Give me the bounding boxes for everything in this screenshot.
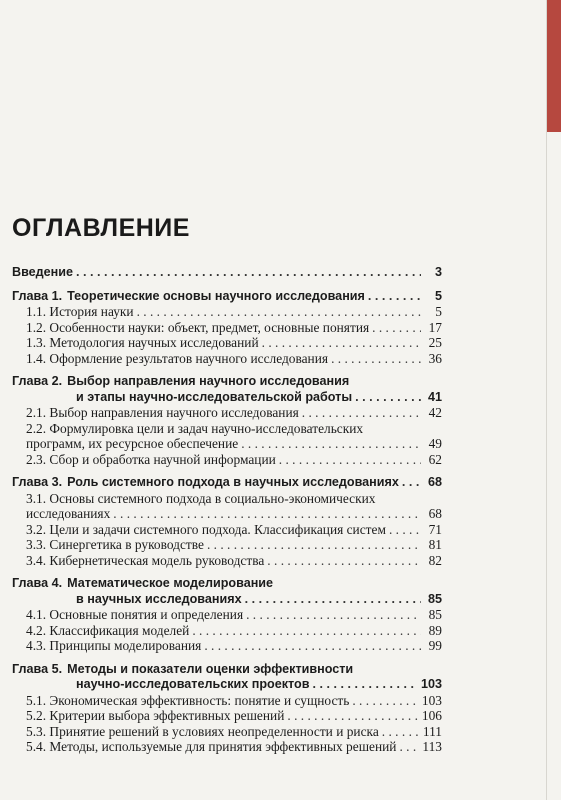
leader-dots: [76, 265, 421, 281]
section-page: 42: [428, 405, 442, 420]
toc-intro-entry[interactable]: [12, 265, 442, 281]
toc-chapter-heading-line[interactable]: [12, 662, 442, 678]
section-page: 113: [422, 739, 442, 754]
leader-dots: [402, 475, 421, 491]
table-of-contents: [12, 265, 442, 755]
section-title: 1.3. Методология научных исследований: [26, 335, 259, 350]
leader-dots: [267, 553, 421, 569]
section-page: 103: [421, 692, 442, 708]
section-title: 5.4. Методы, используемые для принятия эффективных решений: [26, 739, 397, 754]
leader-dots: [399, 739, 419, 755]
toc-chapter-entry[interactable]: [12, 390, 442, 406]
chapter-title: Методы и показатели оценки эффективности: [67, 661, 354, 676]
section-page: 89: [428, 622, 442, 638]
leader-dots: [262, 335, 421, 351]
section-page: 99: [428, 638, 442, 653]
section-title: 2.1. Выбор направления научного исследования: [26, 405, 299, 420]
section-title: 3.2. Цели и задачи системного подхода. Классификация систем: [26, 521, 386, 537]
section-title: 1.2. Особенности науки: объект, предмет, основные понятия: [26, 319, 370, 335]
leader-dots: [302, 405, 421, 421]
chapter-number: Глава 1.: [12, 288, 63, 303]
toc-chapter-entry[interactable]: [12, 592, 442, 608]
chapter-title: Выбор направления научного исследования: [67, 374, 350, 388]
leader-dots: [246, 607, 421, 623]
leader-dots: [245, 592, 421, 608]
toc-section-entry[interactable]: [12, 405, 442, 421]
leader-dots: [382, 724, 420, 740]
section-title: 4.2. Классификация моделей: [26, 622, 190, 638]
toc-section-entry[interactable]: [12, 623, 442, 639]
chapter-gap: [12, 281, 442, 289]
chapter-page: 5: [434, 288, 442, 303]
leader-dots: [113, 506, 421, 522]
chapter-title: Теоретические основы научного исследования: [67, 288, 365, 303]
page-title: ОГЛАВЛЕНИЕ: [12, 214, 190, 242]
toc-section-entry[interactable]: [12, 452, 442, 468]
toc-section-entry[interactable]: [12, 553, 442, 569]
toc-section-entry[interactable]: [12, 607, 442, 623]
chapter-number: Глава 2.: [12, 374, 63, 388]
chapter-gap: [12, 654, 442, 662]
leader-dots: [331, 351, 421, 367]
section-title: 3.3. Синергетика в руководстве: [26, 537, 204, 552]
chapter-number: Глава 5.: [12, 661, 63, 676]
toc-section-entry-line[interactable]: 3.1. Основы системного подхода в социально-экономических: [26, 490, 376, 506]
leader-dots: [287, 708, 419, 724]
section-page: 71: [428, 521, 442, 537]
page-edge-color-tab: [547, 0, 561, 132]
section-title: 4.3. Принципы моделирования: [26, 638, 202, 653]
section-title: 1.4. Оформление результатов научного исследования: [26, 350, 329, 366]
toc-section-entry[interactable]: [12, 304, 442, 320]
toc-section-entry[interactable]: [12, 638, 442, 654]
section-page: 25: [428, 335, 442, 350]
section-title: исследованиях: [26, 506, 111, 521]
chapter-gap: [12, 366, 442, 374]
leader-dots: [207, 537, 421, 553]
section-page: 49: [428, 436, 442, 451]
chapter-title-continued: научно-исследовательских проектов: [76, 677, 310, 691]
leader-dots: [204, 638, 421, 654]
toc-section-entry[interactable]: [12, 537, 442, 553]
leader-dots: [241, 436, 421, 452]
section-page: 62: [428, 451, 442, 467]
leader-dots: [389, 522, 421, 538]
section-page: 5: [435, 304, 442, 319]
leader-dots: [372, 320, 421, 336]
section-page: 68: [428, 506, 442, 521]
chapter-title-continued: и этапы научно-исследовательской работы: [76, 389, 353, 404]
toc-chapter-heading-line[interactable]: [12, 374, 442, 390]
toc-section-entry[interactable]: [12, 320, 442, 336]
section-title: 5.3. Принятие решений в условиях неопределенности и риска: [26, 723, 379, 739]
leader-dots: [352, 693, 419, 709]
toc-section-entry[interactable]: [12, 522, 442, 538]
toc-section-entry[interactable]: [12, 351, 442, 367]
toc-intro-label: Введение: [12, 265, 74, 279]
toc-chapter-heading-line[interactable]: [12, 576, 442, 592]
leader-dots: [192, 623, 421, 639]
chapter-page: 103: [420, 677, 442, 691]
toc-section-entry[interactable]: [12, 693, 442, 709]
section-page: 17: [428, 319, 442, 335]
toc-chapter-entry[interactable]: [12, 289, 442, 305]
toc-chapter-entry[interactable]: [12, 677, 442, 693]
leader-dots: [279, 452, 421, 468]
section-title: 5.1. Экономическая эффективность: понятие и сущность: [26, 692, 350, 708]
leader-dots: [355, 390, 421, 406]
chapter-page: 68: [427, 475, 442, 489]
toc-section-entry[interactable]: [12, 335, 442, 351]
toc-section-entry[interactable]: [12, 724, 442, 740]
chapter-title: Математическое моделирование: [67, 576, 274, 590]
chapter-page: 41: [427, 389, 442, 404]
section-title: 5.2. Критерии выбора эффективных решений: [26, 708, 285, 723]
toc-section-entry[interactable]: [12, 739, 442, 755]
toc-section-entry-line[interactable]: 2.2. Формулировка цели и задач научно-исследовательских: [26, 420, 364, 436]
section-page: 81: [428, 537, 442, 552]
toc-section-entry[interactable]: [12, 708, 442, 724]
section-title: 4.1. Основные понятия и определения: [26, 607, 244, 622]
chapter-number: Глава 3.: [12, 475, 63, 489]
chapter-number: Глава 4.: [12, 576, 63, 590]
leader-dots: [368, 289, 421, 305]
chapter-title: Роль системного подхода в научных исследованиях: [67, 475, 399, 489]
leader-dots: [312, 677, 418, 693]
chapter-page: 85: [427, 591, 442, 606]
section-page: 106: [421, 708, 442, 723]
toc-intro-page: 3: [434, 265, 442, 279]
section-page: 111: [422, 723, 442, 739]
toc-section-entry[interactable]: [12, 436, 442, 452]
section-title: 1.1. История науки: [26, 304, 134, 319]
chapter-gap: [12, 467, 442, 475]
toc-section-entry[interactable]: [12, 506, 442, 522]
toc-chapter-entry[interactable]: [12, 475, 442, 491]
chapter-title-continued: в научных исследованиях: [76, 591, 242, 606]
section-title: 2.3. Сбор и обработка научной информации: [26, 451, 276, 467]
section-page: 82: [428, 552, 442, 568]
section-page: 85: [428, 607, 442, 622]
section-page: 36: [428, 350, 442, 366]
leader-dots: [137, 304, 421, 320]
section-title: 3.4. Кибернетическая модель руководства: [26, 552, 265, 568]
chapter-gap: [12, 568, 442, 576]
section-title: программ, их ресурсное обеспечение: [26, 436, 239, 451]
